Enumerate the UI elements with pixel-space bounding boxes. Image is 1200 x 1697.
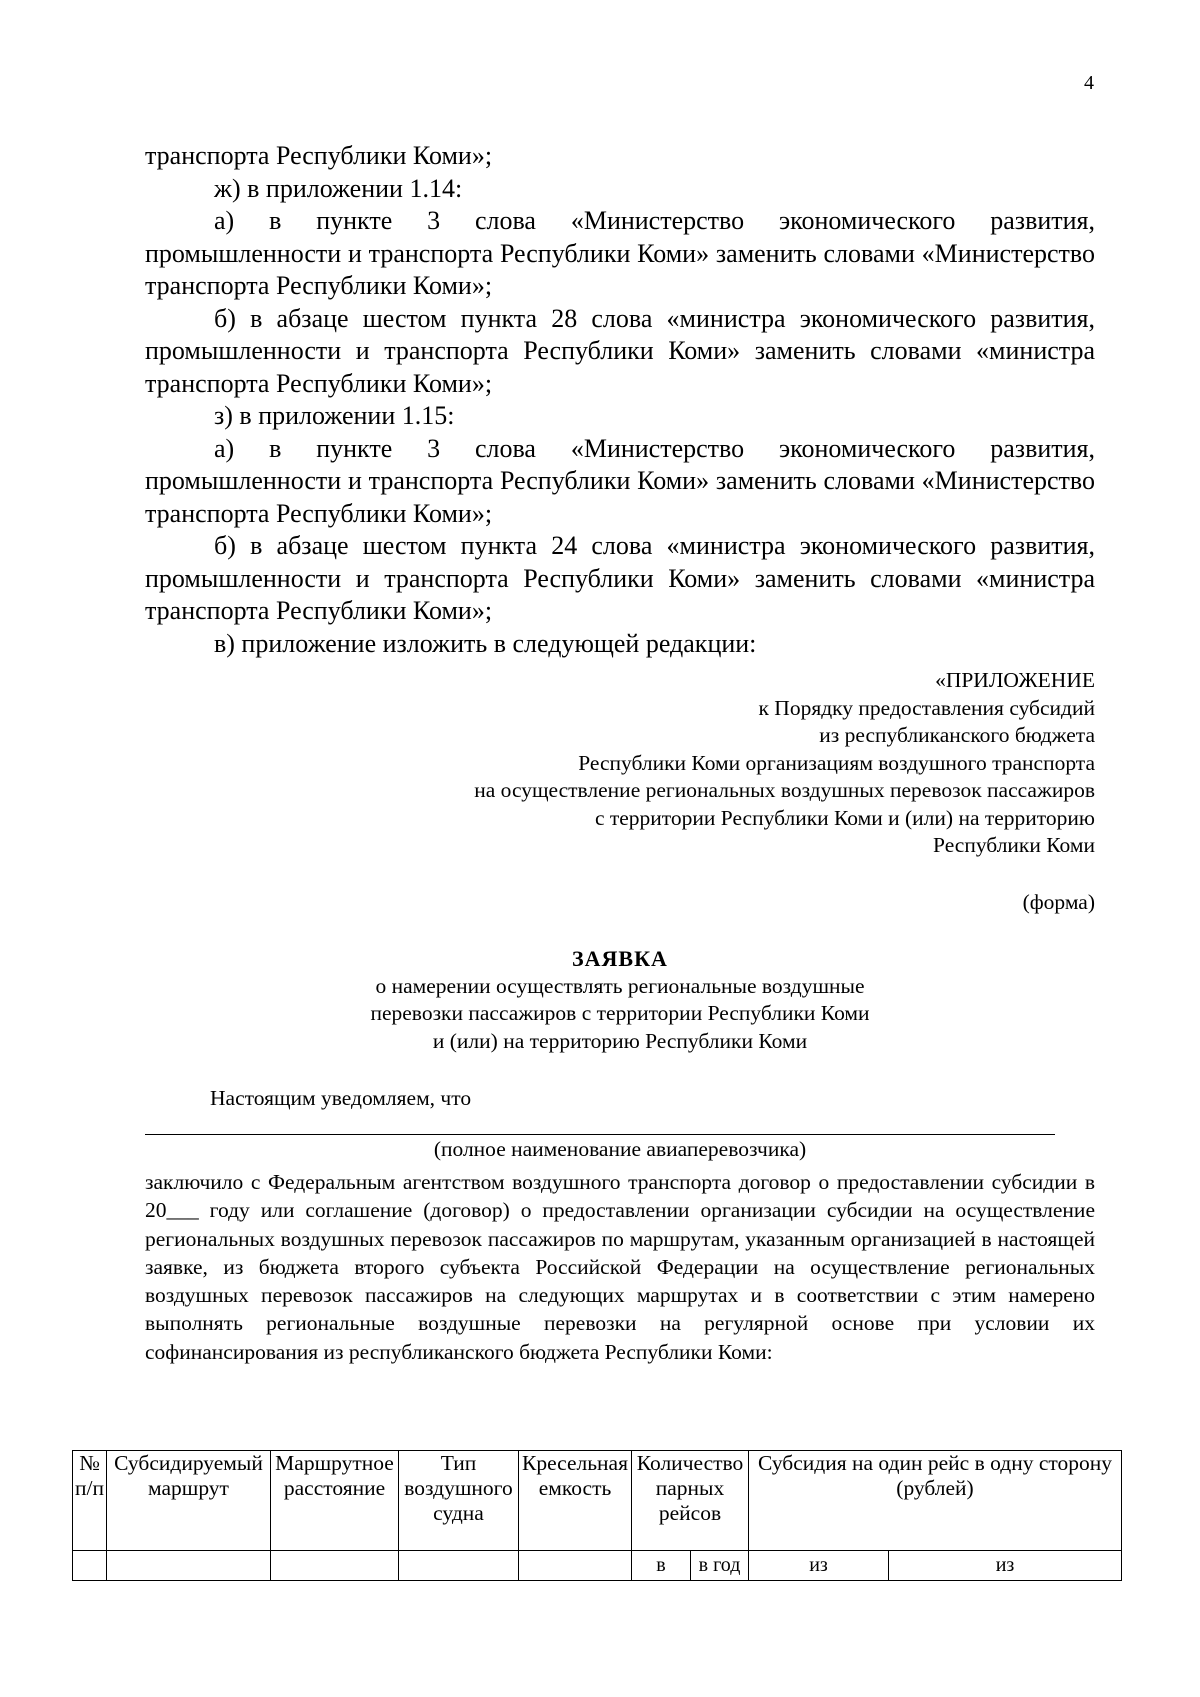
header-cell-route: Субсидируемый маршрут	[107, 1451, 271, 1551]
carrier-name-field[interactable]	[145, 1134, 1055, 1135]
header-cell-seats: Кресельная емкость	[519, 1451, 632, 1551]
appendix-line: «ПРИЛОЖЕНИЕ	[935, 668, 1095, 692]
body-paragraph: транспорта Республики Коми»;	[145, 141, 493, 170]
appendix-line: Республики Коми организациям воздушного транспорта	[578, 750, 1095, 775]
main-paragraph-block	[145, 1168, 1095, 1366]
appendix-header	[300, 667, 1095, 860]
routes-table	[72, 1450, 1122, 1581]
body-paragraph: з) в приложении 1.15:	[214, 401, 455, 430]
appendix-line: Республики Коми	[933, 833, 1095, 857]
body-paragraph: а) в пункте 3 слова «Министерство экономического развития, промышленности и транспорта Республики Коми» заменить словами «Министерство транспорта Республики Коми»;	[145, 206, 1095, 300]
application-title: ЗАЯВКА	[572, 946, 668, 971]
application-subtitle: перевозки пассажиров с территории Республики Коми	[370, 1001, 870, 1025]
table-cell	[519, 1551, 632, 1581]
header-cell-subsidy: Субсидия на один рейс в одну сторону (рублей)	[749, 1451, 1122, 1551]
carrier-name-caption: (полное наименование авиаперевозчика)	[433, 1137, 807, 1161]
amendment-text	[145, 140, 1095, 660]
subheader-cell-per-year: в год	[691, 1551, 749, 1581]
application-subtitle: о намерении осуществлять региональные воздушные	[375, 973, 865, 998]
table-cell	[73, 1551, 107, 1581]
table-cell	[399, 1551, 519, 1581]
appendix-line: из республиканского бюджета	[819, 723, 1095, 747]
body-paragraph: б) в абзаце шестом пункта 24 слова «министра экономического развития, промышленности и транспорта Республики Коми» заменить словами «министра транспорта Республики Коми»;	[145, 531, 1095, 625]
subheader-cell-in: в	[632, 1551, 691, 1581]
body-paragraph: в) приложение изложить в следующей редакции:	[214, 628, 757, 658]
appendix-line: на осуществление региональных воздушных перевозок пассажиров	[474, 778, 1095, 802]
header-cell-distance: Маршрутное расстояние	[271, 1451, 399, 1551]
page-number: 4	[1084, 72, 1094, 94]
table-cell	[107, 1551, 271, 1581]
application-title-block	[145, 945, 1095, 1055]
form-label: (форма)	[1022, 890, 1095, 914]
header-cell-aircraft: Тип воздушного судна	[399, 1451, 519, 1551]
header-cell-flights: Количество парных рейсов	[632, 1451, 749, 1551]
table-cell	[271, 1551, 399, 1581]
header-cell-number: № п/п	[73, 1451, 107, 1551]
notify-text: Настоящим уведомляем, что	[210, 1086, 472, 1110]
subheader-cell-from: из	[889, 1551, 1122, 1581]
body-paragraph: ж) в приложении 1.14:	[214, 173, 463, 203]
appendix-line: с территории Республики Коми и (или) на территорию	[594, 805, 1095, 830]
appendix-line: к Порядку предоставления субсидий	[758, 695, 1095, 720]
body-paragraph: а) в пункте 3 слова «Министерство экономического развития, промышленности и транспорта Республики Коми» заменить словами «Министерство транспорта Республики Коми»;	[145, 433, 1095, 528]
subheader-cell-from: из	[749, 1551, 889, 1581]
application-subtitle: и (или) на территорию Республики Коми	[432, 1028, 808, 1053]
main-paragraph: заключило с Федеральным агентством воздушного транспорта договор о предоставлении субсидии в 20___ году или соглашение (договор) о предоставлении организации субсидии на осуществление региональных воздушных перевозок пассажиров по маршрутам, указанным организацией в настоящей заявке, из бюджета второго субъекта Российской Федерации на осуществление региональных воздушных перевозок пассажиров на следующих маршрутах и в соответствии с этим намерено выполнять региональные воздушные перевозки на регулярной основе при условии их софинансирования из республиканского бюджета Республики Коми:	[145, 1170, 1095, 1364]
body-paragraph: б) в абзаце шестом пункта 28 слова «министра экономического развития, промышленности и транспорта Республики Коми» заменить словами «министра транспорта Республики Коми»;	[145, 303, 1095, 398]
